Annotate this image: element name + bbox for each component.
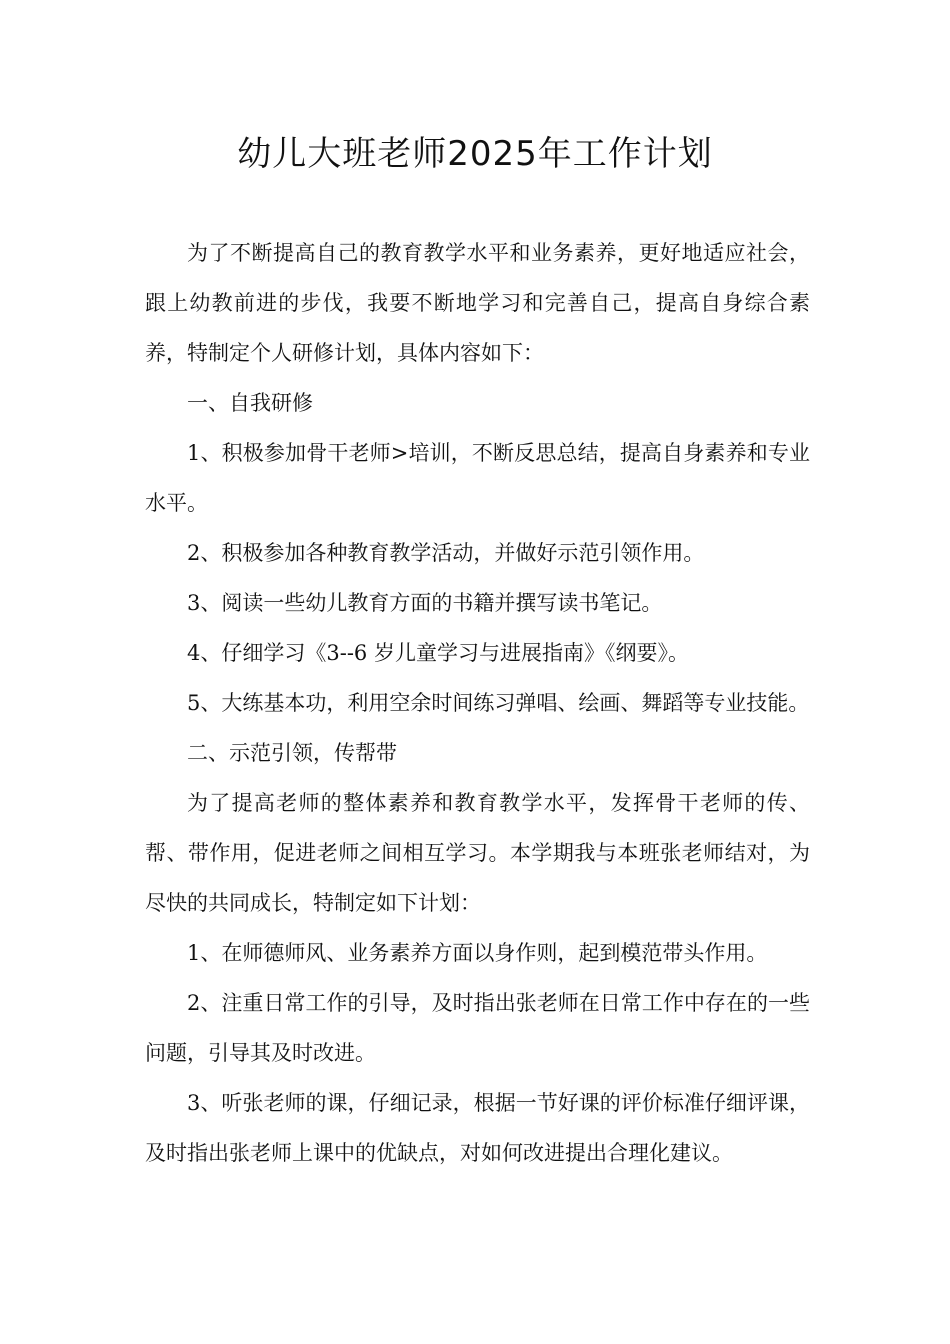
document-body xyxy=(145,228,810,1178)
section-heading-mentoring: 二、示范引领，传帮带 xyxy=(187,741,397,765)
paragraph-mentoring-intro: 为了提高老师的整体素养和教育教学水平，发挥骨干老师的传、帮、带作用，促进老师之间相互学习。本学期我与本班张老师结对，为尽快的共同成长，特制定如下计划： xyxy=(145,791,810,915)
list-item: 1、积极参加骨干老师>培训，不断反思总结，提高自身素养和专业水平。 xyxy=(145,441,810,515)
list-item: 4、仔细学习《3--6 岁儿童学习与进展指南》《纲要》。 xyxy=(187,641,689,665)
list-item: 2、注重日常工作的引导，及时指出张老师在日常工作中存在的一些问题，引导其及时改进。 xyxy=(145,991,810,1065)
document-title: 幼儿大班老师2025年工作计划 xyxy=(237,134,713,174)
list-item: 3、阅读一些幼儿教育方面的书籍并撰写读书笔记。 xyxy=(187,591,663,615)
paragraph-intro: 为了不断提高自己的教育教学水平和业务素养，更好地适应社会，跟上幼教前进的步伐，我要不断地学习和完善自己，提高自身综合素养，特制定个人研修计划，具体内容如下： xyxy=(145,241,810,365)
list-item: 1、在师德师风、业务素养方面以身作则，起到模范带头作用。 xyxy=(187,941,768,965)
list-item: 2、积极参加各种教育教学活动，并做好示范引领作用。 xyxy=(187,541,705,565)
list-item: 3、听张老师的课，仔细记录，根据一节好课的评价标准仔细评课，及时指出张老师上课中的优缺点，对如何改进提出合理化建议。 xyxy=(145,1091,810,1165)
section-heading-self-study: 一、自我研修 xyxy=(187,391,313,415)
list-item: 5、大练基本功，利用空余时间练习弹唱、绘画、舞蹈等专业技能。 xyxy=(187,691,810,715)
